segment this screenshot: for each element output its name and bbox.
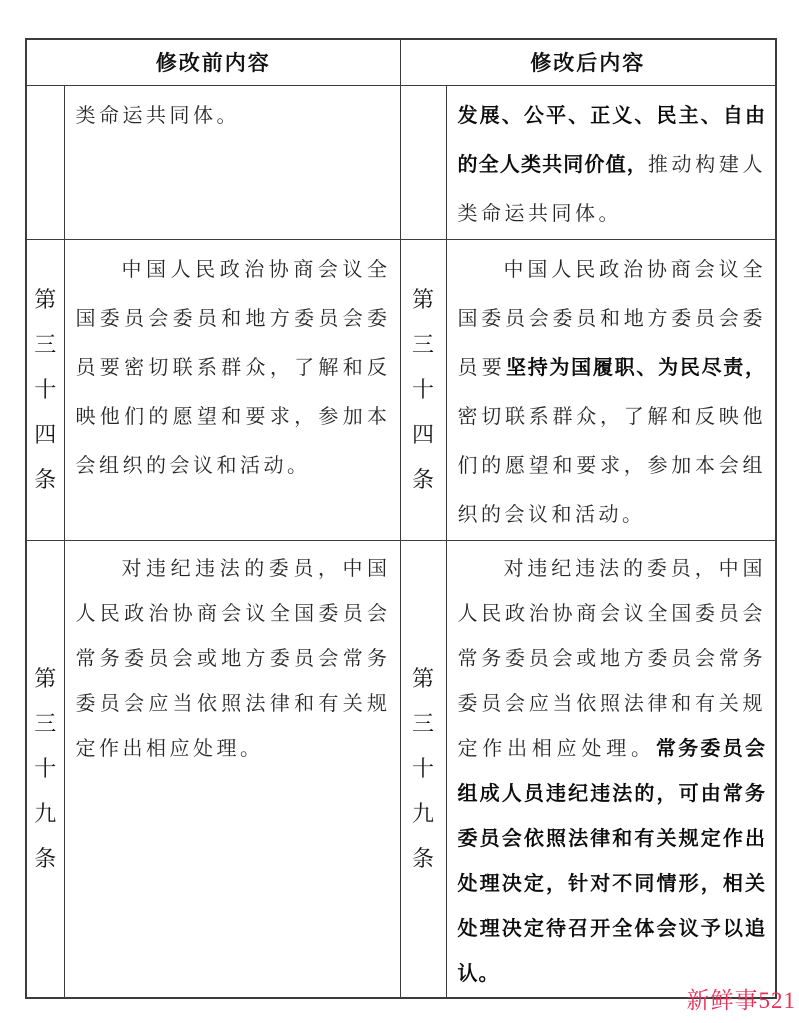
after-content-row3	[446, 540, 776, 998]
before-content-row2	[64, 239, 400, 540]
after-text-row1: 发展、公平、正义、民主、自由的全人类共同价值，推动构建人类命运共同体。	[457, 104, 767, 225]
article-number-before-row3	[26, 540, 64, 998]
article-number-before-row2	[26, 239, 64, 540]
article-number-text: 第三十九条	[34, 666, 57, 871]
after-text-row3: 对违纪违法的委员，中国人民政治协商会议全国委员会常务委员会或地方委员会常务委员会应当依照法律和有关规定作出相应处理。常务委员会组成人员违纪违法的，可由常务委员会依照法律和有关规定作出处理决定，针对不同情形，相关处理决定待召开全体会议予以追认。	[457, 557, 767, 985]
after-content-row2	[446, 239, 776, 540]
after-content-row1	[446, 85, 776, 239]
table-row	[26, 85, 776, 239]
article-number-text: 第三十九条	[411, 666, 434, 871]
table-row	[26, 239, 776, 540]
before-content-row1	[64, 85, 400, 239]
header-after-label: 修改后内容	[400, 39, 776, 85]
article-number-after-row1	[400, 85, 446, 239]
article-number-after-row3	[400, 540, 446, 998]
before-text-row2: 中国人民政治协商会议全国委员会委员和地方委员会委员要密切联系群众，了解和反映他们的愿望和要求，参加本会组织的会议和活动。	[75, 258, 391, 477]
article-number-text: 第三十四条	[34, 287, 57, 492]
article-number-before-row1	[26, 85, 64, 239]
before-text-row1: 类命运共同体。	[75, 104, 240, 127]
header-before-label: 修改前内容	[26, 39, 400, 85]
before-content-row3	[64, 540, 400, 998]
comparison-table	[25, 38, 777, 999]
table-header-row	[26, 39, 776, 85]
after-text-row2: 中国人民政治协商会议全国委员会委员和地方委员会委员要坚持为国履职、为民尽责，密切联系群众，了解和反映他们的愿望和要求，参加本会组织的会议和活动。	[457, 258, 767, 526]
before-text-row3: 对违纪违法的委员，中国人民政治协商会议全国委员会常务委员会或地方委员会常务委员会应当依照法律和有关规定作出相应处理。	[75, 557, 391, 760]
watermark-text: 新鲜事521	[686, 988, 796, 1013]
table-row	[26, 540, 776, 998]
article-number-after-row2	[400, 239, 446, 540]
article-number-text: 第三十四条	[411, 287, 434, 492]
